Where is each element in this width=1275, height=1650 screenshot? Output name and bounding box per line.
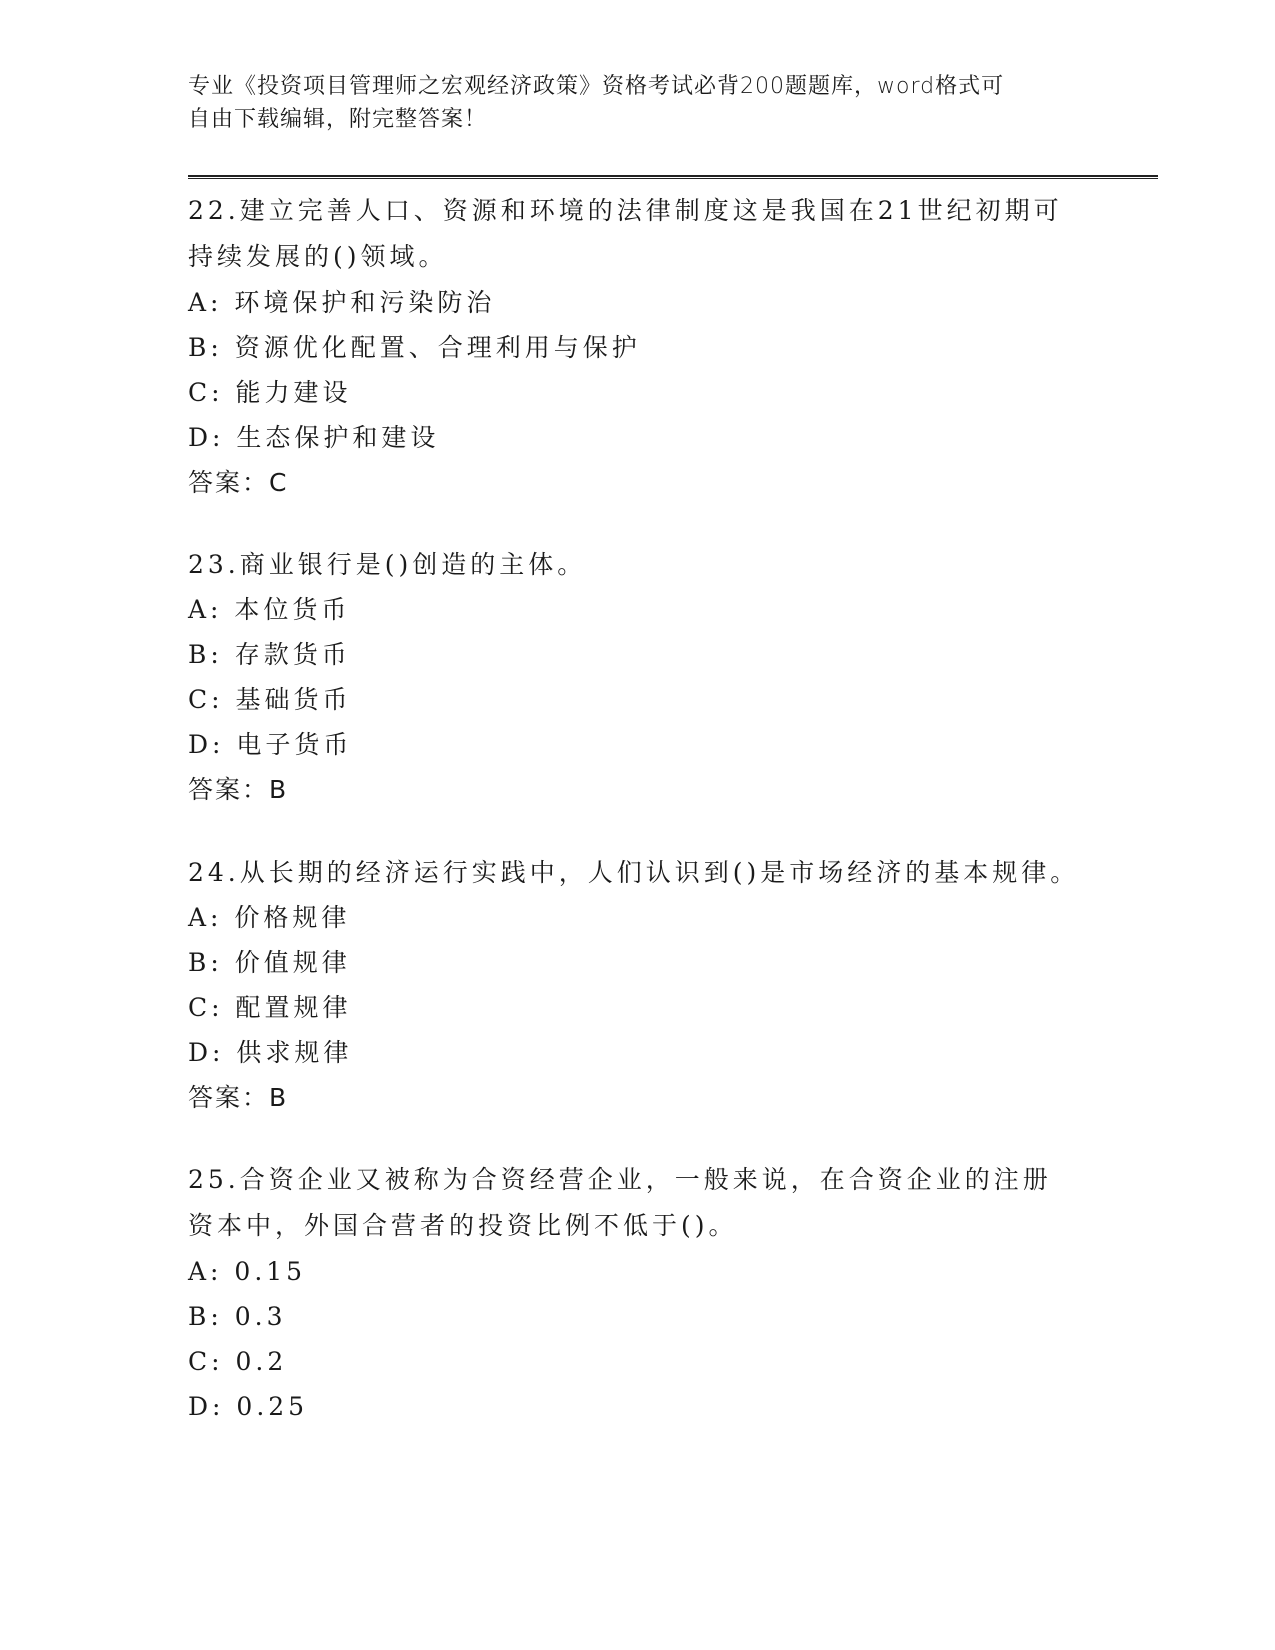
- option-d: D: 供求规律: [188, 1038, 353, 1067]
- header-line-2: 自由下载编辑，附完整答案！: [188, 107, 488, 132]
- option-a: A: 价格规律: [188, 903, 351, 932]
- option-a: A: 本位货币: [188, 595, 351, 624]
- page-header: [188, 70, 1068, 136]
- option-b: B: 存款货币: [188, 640, 351, 669]
- option-b: B: 0.3: [188, 1302, 287, 1331]
- question-stem: 22.建立完善人口、资源和环境的法律制度这是我国在21世纪初期可持续发展的()领域。: [188, 196, 1063, 271]
- option-b: B: 价值规律: [188, 948, 351, 977]
- answer-label: 答案：B: [188, 1083, 289, 1112]
- option-c: C: 0.2: [188, 1347, 288, 1376]
- question-23: [188, 542, 1088, 812]
- header-line-1: 专业《投资项目管理师之宏观经济政策》资格考试必背200题题库，word格式可: [188, 74, 1005, 99]
- option-d: D: 电子货币: [188, 730, 353, 759]
- question-25: [188, 1157, 1088, 1429]
- option-b: B: 资源优化配置、合理利用与保护: [188, 333, 641, 362]
- header-divider: [188, 175, 1158, 179]
- option-d: D: 生态保护和建设: [188, 423, 440, 452]
- question-stem: 23.商业银行是()创造的主体。: [188, 550, 587, 579]
- answer-label: 答案：C: [188, 468, 289, 497]
- question-22: [188, 188, 1088, 505]
- question-24: [188, 850, 1088, 1120]
- option-d: D: 0.25: [188, 1392, 309, 1421]
- option-c: C: 基础货币: [188, 685, 352, 714]
- question-stem: 24.从长期的经济运行实践中，人们认识到()是市场经济的基本规律。: [188, 858, 1080, 887]
- option-c: C: 能力建设: [188, 378, 352, 407]
- option-c: C: 配置规律: [188, 993, 352, 1022]
- option-a: A: 0.15: [188, 1257, 307, 1286]
- answer-label: 答案：B: [188, 775, 289, 804]
- question-stem: 25.合资企业又被称为合资经营企业，一般来说，在合资企业的注册资本中，外国合营者的投资比例不低于()。: [188, 1165, 1052, 1240]
- option-a: A: 环境保护和污染防治: [188, 288, 496, 317]
